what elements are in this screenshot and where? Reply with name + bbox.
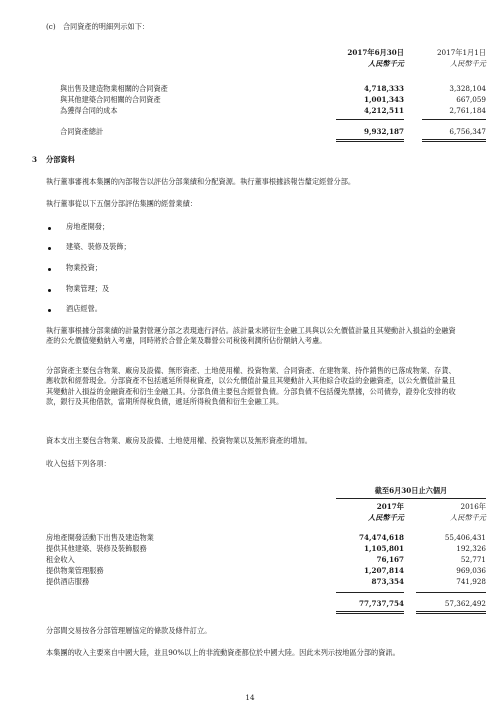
total-double-rule (422, 141, 486, 142)
list-item: 物業管理；及 (66, 284, 110, 293)
section-paragraph-3: 執行董事根據分部業績的計量對營運分部之表現進行評估。該計量未將衍生金融工具與以公允價值計量且其變動計入損益的金融資產的公允價值變動納入考慮，同時將於合營企業及聯營公司稅後利潤所佔份額納入考慮。 (46, 326, 456, 346)
section-title: 分部資料 (46, 155, 75, 164)
contract-assets-col1-unit: 人民幣千元 (368, 59, 404, 68)
row-value-2016: 741,928 (456, 577, 486, 586)
row-label: 租金收入 (46, 555, 75, 564)
contract-assets-total-label: 合同資產總計 (60, 127, 104, 136)
bullet-icon (48, 247, 51, 250)
revenue-col2-unit: 人民幣千元 (450, 513, 486, 522)
subtotal-rule (416, 592, 486, 593)
header-rule (336, 498, 486, 499)
section-paragraph-5: 資本支出主要包含物業、廠房及設備、土地使用權、投資物業以及無形資產的增加。 (46, 436, 312, 445)
list-item: 酒店經營。 (66, 304, 102, 313)
row-label: 提供其他建築、裝修及裝飾服務 (46, 544, 147, 553)
row-value-2017: 4,718,333 (363, 84, 404, 93)
revenue-total-2017: 77,737,754 (358, 599, 404, 608)
contract-assets-col2-unit: 人民幣千元 (450, 59, 486, 68)
subtotal-rule (422, 119, 486, 120)
total-double-rule (422, 139, 486, 140)
row-value-2016: 969,036 (456, 566, 486, 575)
list-item: 物業投資； (66, 263, 102, 272)
row-label: 與其他建築合同相關的合同資產 (60, 95, 161, 104)
page-number: 14 (245, 693, 255, 702)
row-value-prior: 667,059 (456, 95, 486, 104)
list-item: 建築、裝修及裝飾； (66, 242, 131, 251)
section-paragraph-4: 分部資產主要包含物業、廠房及設備、無形資產、土地使用權、投資物業、合同資產、在建物業、持作銷售的已落成物業、存貨、應收款和經營現金。分部資產不包括遞延所得稅資產，以公允價值計量且其變動計入其他綜合收益的金融資產，以公允價值計量且其變動計入損益的金融資產和衍生金融工具。分部負債主要包含經營負債。分部負債不包括優先票據，公司債券，證券化安排的收款，銀行及其他借款，當期所得稅負債，遞延所得稅負債和衍生金融工具。 (46, 366, 456, 407)
bullet-icon (48, 309, 51, 312)
total-double-rule (336, 141, 404, 142)
total-double-rule (336, 613, 404, 614)
row-label: 房地產開發活動下出售及建造物業 (46, 533, 154, 542)
row-label: 提供酒店服務 (46, 577, 90, 586)
total-double-rule (336, 139, 404, 140)
section-number: 3 (32, 155, 38, 164)
row-value-prior: 3,328,104 (449, 84, 486, 93)
revenue-col1-unit: 人民幣千元 (368, 513, 404, 522)
revenue-col1-header: 2017年 (376, 502, 404, 511)
contract-assets-intro: (c) 合同資產的明細列示如下： (46, 22, 150, 31)
row-value-2016: 192,326 (456, 544, 486, 553)
bullet-icon (48, 227, 51, 230)
contract-assets-col1-header: 2017年6月30日 (347, 48, 404, 57)
subtotal-rule (336, 592, 404, 593)
contract-assets-col2-header: 2017年1月1日 (436, 48, 486, 57)
subtotal-rule (336, 119, 404, 120)
section-paragraph-1: 執行董事審視本集團的內部報告以評估分部業績和分配資源。執行董事根據該報告釐定經營分部。 (46, 177, 356, 186)
row-label: 與出售及建造物業相關的合同資產 (60, 84, 168, 93)
closing-paragraph-2: 本集團的收入主要來自中國大陸，並且90%以上的非流動資產都位於中國大陸。因此未列示按地區分部的資訊。 (46, 648, 400, 657)
total-double-rule (416, 613, 486, 614)
row-value-2017: 1,207,814 (363, 566, 404, 575)
row-value-2017: 873,354 (371, 577, 404, 586)
row-label: 提供物業管理服務 (46, 566, 104, 575)
row-label: 為獲得合同的成本 (60, 106, 118, 115)
revenue-col2-header: 2016年 (460, 502, 486, 511)
row-value-2016: 52,771 (460, 555, 486, 564)
row-value-2017: 1,001,343 (363, 95, 404, 104)
list-item: 房地產開發； (66, 222, 110, 231)
row-value-prior: 2,761,184 (449, 106, 486, 115)
total-double-rule (336, 611, 404, 612)
revenue-period-header: 截至6月30日止六個月 (374, 486, 448, 495)
row-value-2016: 55,406,431 (444, 533, 486, 542)
bullet-icon (48, 289, 51, 292)
section-paragraph-6: 收入包括下列各項： (46, 459, 111, 468)
contract-assets-total-2017: 9,932,187 (363, 127, 404, 136)
row-value-2017: 74,474,618 (358, 533, 404, 542)
section-paragraph-2: 執行董事從以下五個分部評估集團的經營業績： (46, 199, 197, 208)
row-value-2017: 4,212,511 (363, 106, 404, 115)
contract-assets-total-prior: 6,756,347 (449, 127, 486, 136)
bullet-icon (48, 268, 51, 271)
total-double-rule (416, 611, 486, 612)
closing-paragraph-1: 分部間交易按各分部管理層協定的條款及條件訂立。 (46, 626, 212, 635)
row-value-2017: 76,167 (376, 555, 404, 564)
row-value-2017: 1,105,801 (363, 544, 404, 553)
revenue-total-2016: 57,362,492 (444, 599, 486, 608)
